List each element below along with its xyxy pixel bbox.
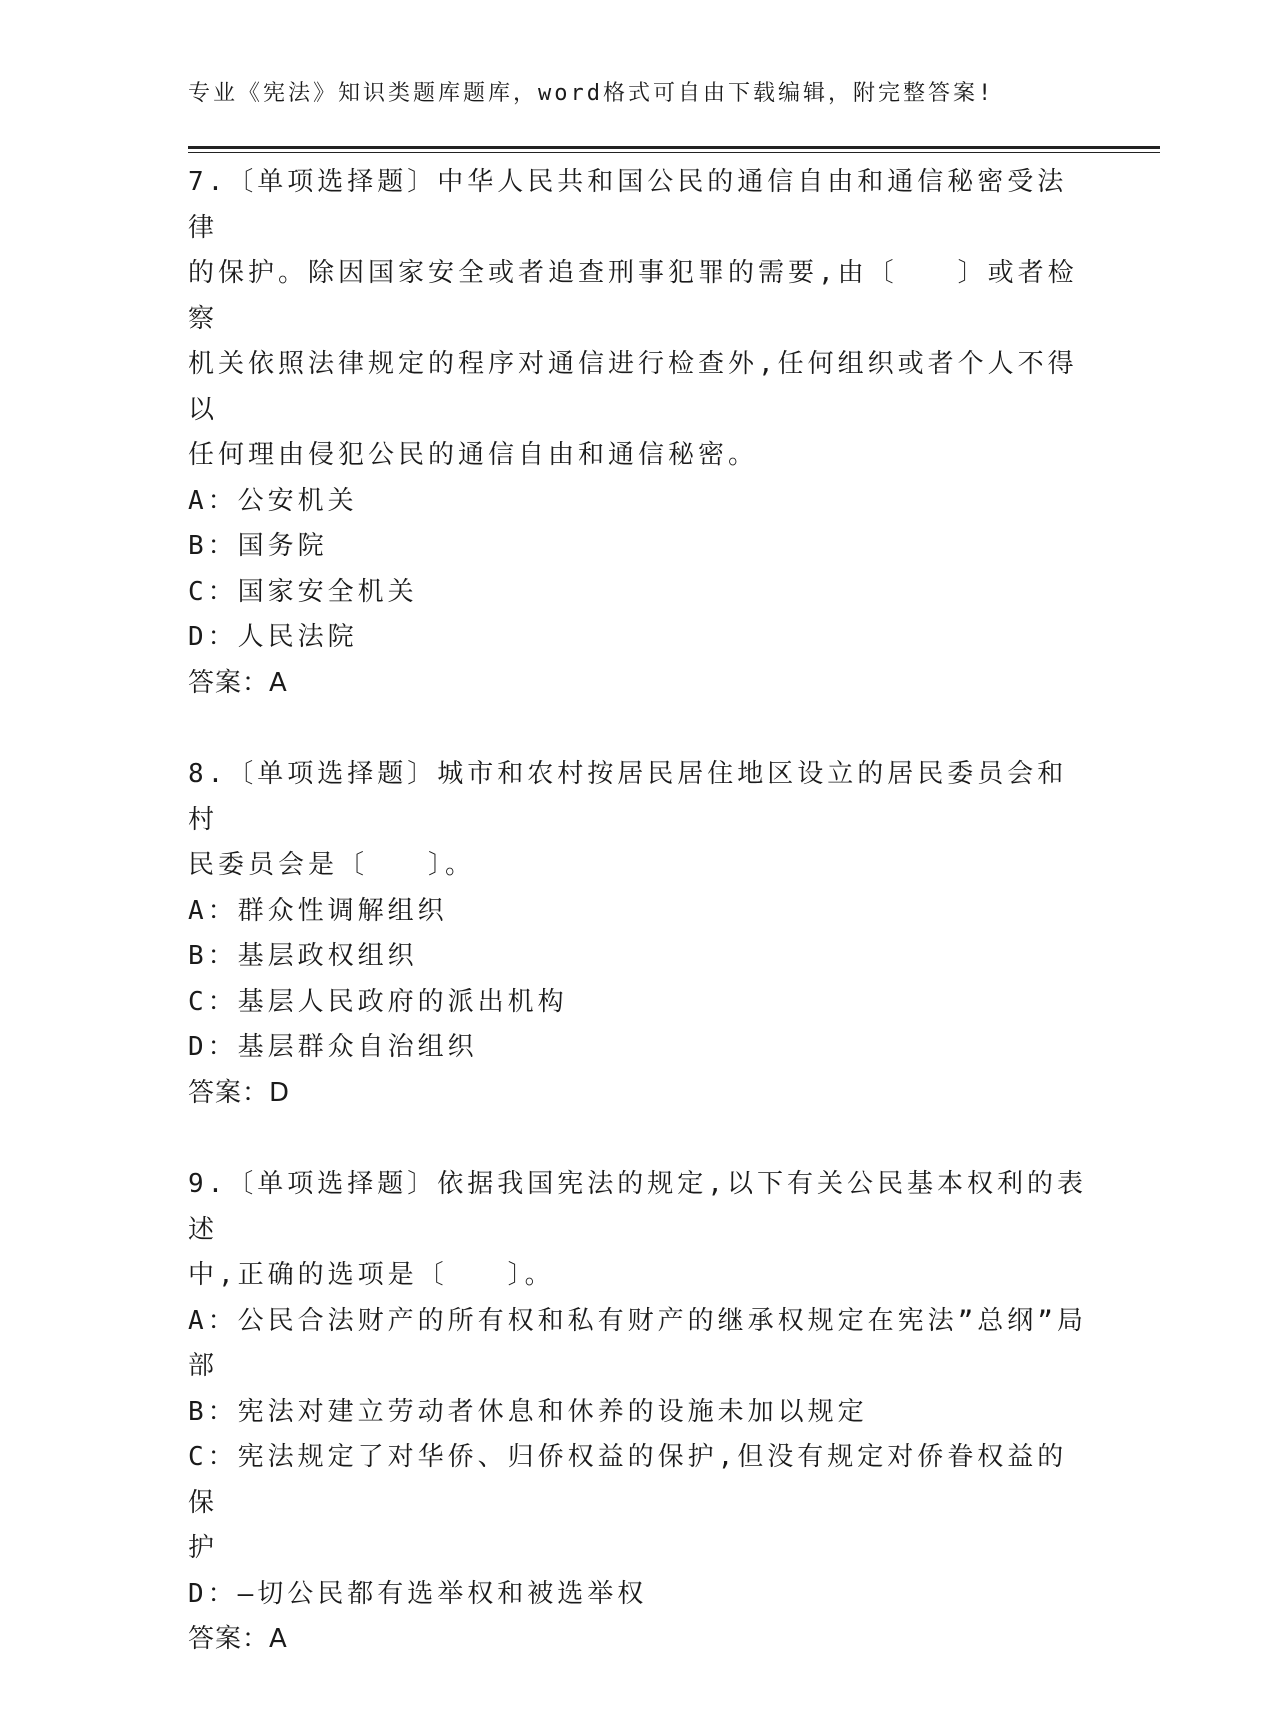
question-stem-line: 7.〔单项选择题〕中华人民共和国公民的通信自由和通信秘密受法律 <box>188 167 1068 243</box>
option-c: C：基层人民政府的派出机构 <box>188 986 568 1017</box>
question-stem-line: 8.〔单项选择题〕城市和农村按居民居住地区设立的居民委员会和村 <box>188 759 1068 835</box>
option-a: A：公民合法财产的所有权和私有财产的继承权规定在宪法”总纲”局 <box>188 1305 1087 1336</box>
option-a-continued: 部 <box>188 1351 219 1381</box>
option-c-continued: 护 <box>188 1533 219 1563</box>
header-divider-thick <box>188 146 1160 149</box>
question-stem-line: 的保护。除因国家安全或者追查刑事犯罪的需要,由〔 〕或者检察 <box>188 258 1078 334</box>
question-8 <box>188 752 1088 1116</box>
question-stem-line: 民委员会是〔 〕。 <box>188 850 476 880</box>
question-stem-line: 9.〔单项选择题〕依据我国宪法的规定,以下有关公民基本权利的表述 <box>188 1169 1087 1245</box>
question-list <box>188 160 1088 1709</box>
option-b: B：基层政权组织 <box>188 941 418 971</box>
question-stem-line: 任何理由侵犯公民的通信自由和通信秘密。 <box>188 440 759 470</box>
question-9 <box>188 1162 1088 1663</box>
question-stem-line: 机关依照法律规定的程序对通信进行检查外,任何组织或者个人不得以 <box>188 349 1078 425</box>
option-d: D：基层群众自治组织 <box>188 1032 478 1062</box>
option-d: D：人民法院 <box>188 622 358 652</box>
option-b: B：国务院 <box>188 531 328 561</box>
option-a: A：公安机关 <box>188 485 358 516</box>
option-a: A：群众性调解组织 <box>188 895 448 926</box>
option-c: C：宪法规定了对华侨、归侨权益的保护,但没有规定对侨眷权益的保 <box>188 1442 1068 1518</box>
option-c: C：国家安全机关 <box>188 576 418 607</box>
answer-line: 答案：A <box>188 1624 288 1654</box>
question-7 <box>188 160 1088 706</box>
header-divider-thin <box>188 152 1160 153</box>
answer-line: 答案：D <box>188 1077 291 1108</box>
document-header: 专业《宪法》知识类题库题库，word格式可自由下载编辑，附完整答案! <box>188 81 995 106</box>
option-d: D：—切公民都有选举权和被选举权 <box>188 1578 648 1609</box>
option-b: B：宪法对建立劳动者休息和休养的设施未加以规定 <box>188 1396 868 1427</box>
answer-line: 答案：A <box>188 667 288 698</box>
question-stem-line: 中,正确的选项是〔 〕。 <box>188 1260 555 1290</box>
